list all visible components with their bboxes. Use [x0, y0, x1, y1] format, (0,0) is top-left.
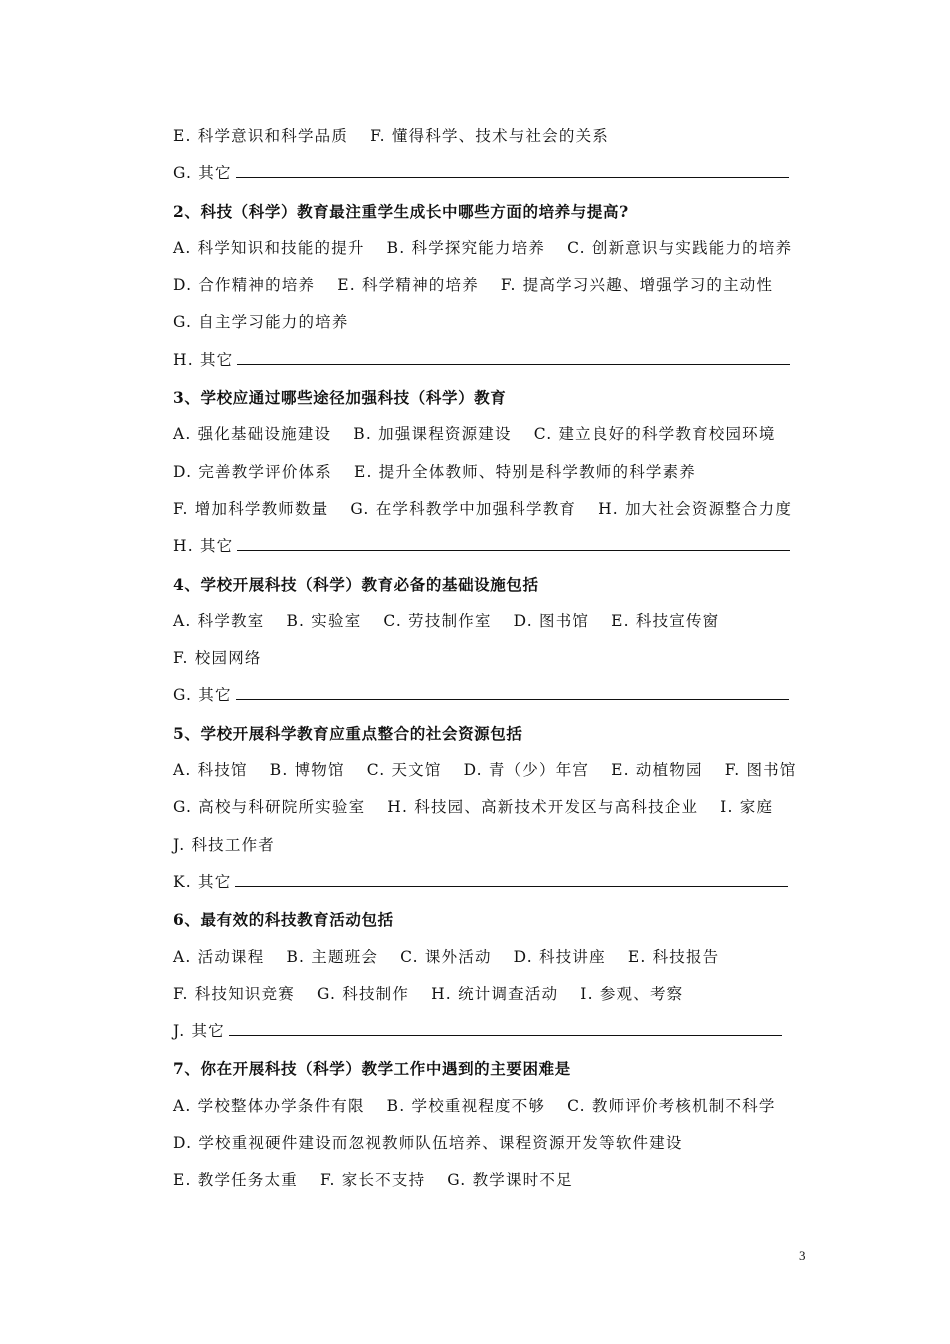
option-row: [173, 1125, 813, 1162]
answer-option[interactable]: H. 统计调查活动: [431, 984, 559, 1003]
other-option-label: K. 其它: [173, 872, 232, 891]
answer-option[interactable]: C. 天文馆: [366, 761, 442, 780]
answer-option[interactable]: B. 主题班会: [286, 947, 379, 966]
answer-option[interactable]: F. 增加科学教师数量: [173, 499, 329, 518]
answer-option[interactable]: D. 青（少）年宫: [463, 761, 590, 780]
option-row: [173, 603, 813, 640]
other-option-row: [173, 864, 813, 901]
answer-option[interactable]: E. 动植物园: [611, 761, 703, 780]
option-row: [173, 939, 813, 976]
answer-option[interactable]: B. 科学探究能力培养: [386, 238, 546, 257]
answer-option[interactable]: C. 创新意识与实践能力的培养: [567, 238, 793, 257]
option-row: [173, 752, 813, 789]
other-option-row: [173, 342, 813, 379]
answer-option[interactable]: G. 科技制作: [317, 984, 410, 1003]
option-row: [173, 1088, 813, 1125]
option-row: [173, 267, 813, 304]
question-heading: 7、你在开展科技（科学）教学工作中遇到的主要困难是: [173, 1059, 571, 1079]
question-heading: 4、学校开展科技（科学）教育必备的基础设施包括: [173, 574, 539, 594]
option-row: [173, 789, 813, 826]
answer-option[interactable]: E. 提升全体教师、特别是科学教师的科学素养: [353, 462, 697, 481]
answer-option[interactable]: G. 高校与科研院所实验室: [173, 798, 366, 817]
answer-option[interactable]: G. 自主学习能力的培养: [173, 313, 349, 332]
other-option-row: [173, 1013, 813, 1050]
answer-option[interactable]: A. 科技馆: [173, 761, 248, 780]
other-option-label: H. 其它: [173, 537, 234, 556]
answer-option[interactable]: B. 博物馆: [269, 761, 345, 780]
answer-option[interactable]: H. 加大社会资源整合力度: [598, 499, 793, 518]
answer-option[interactable]: C. 建立良好的科学教育校园环境: [533, 425, 776, 444]
answer-option[interactable]: D. 学校重视硬件建设而忽视教师队伍培养、课程资源开发等软件建设: [173, 1134, 683, 1153]
answer-option[interactable]: E. 科技宣传窗: [611, 611, 720, 630]
answer-option[interactable]: A. 科学知识和技能的提升: [173, 238, 365, 257]
question-heading: 6、最有效的科技教育活动包括: [173, 910, 394, 930]
answer-option[interactable]: A. 学校整体办学条件有限: [173, 1096, 365, 1115]
answer-option[interactable]: D. 图书馆: [513, 611, 590, 630]
answer-option[interactable]: C. 课外活动: [400, 947, 492, 966]
answer-option[interactable]: C. 劳技制作室: [383, 611, 492, 630]
answer-option[interactable]: D. 科技讲座: [513, 947, 606, 966]
option-row: [173, 304, 813, 341]
answer-option[interactable]: G. 在学科教学中加强科学教育: [350, 499, 577, 518]
other-answer-blank[interactable]: [229, 1019, 782, 1036]
other-option-row: [173, 155, 813, 192]
question-heading: 5、学校开展科学教育应重点整合的社会资源包括: [173, 723, 523, 743]
other-answer-blank[interactable]: [237, 348, 790, 365]
other-option-label: J. 其它: [173, 1022, 225, 1041]
other-answer-blank[interactable]: [236, 161, 789, 178]
option-row: [173, 230, 813, 267]
answer-option[interactable]: A. 强化基础设施建设: [173, 425, 332, 444]
questionnaire-body: [173, 118, 813, 1200]
answer-option[interactable]: E. 科学精神的培养: [337, 276, 479, 295]
other-answer-blank[interactable]: [235, 870, 788, 887]
answer-option[interactable]: E. 科技报告: [627, 947, 720, 966]
answer-option[interactable]: F. 校园网络: [173, 649, 262, 668]
other-option-label: G. 其它: [173, 164, 232, 183]
answer-option[interactable]: C. 教师评价考核机制不科学: [567, 1096, 776, 1115]
answer-option[interactable]: F. 提高学习兴趣、增强学习的主动性: [500, 276, 774, 295]
answer-option[interactable]: B. 实验室: [286, 611, 362, 630]
other-option-row: [173, 528, 813, 565]
question-heading: 2、科技（科学）教育最注重学生成长中哪些方面的培养与提高?: [173, 201, 629, 221]
option-row: [173, 491, 813, 528]
answer-option[interactable]: F. 懂得科学、技术与社会的关系: [370, 127, 609, 145]
answer-option[interactable]: E. 科学意识和科学品质: [173, 127, 349, 145]
other-option-row: [173, 677, 813, 714]
other-answer-blank[interactable]: [236, 683, 789, 700]
answer-option[interactable]: G. 教学课时不足: [447, 1171, 573, 1190]
answer-option[interactable]: A. 科学教室: [173, 611, 265, 630]
option-row: [173, 118, 813, 155]
other-answer-blank[interactable]: [237, 534, 790, 551]
option-row: [173, 454, 813, 491]
other-option-label: H. 其它: [173, 350, 234, 369]
answer-option[interactable]: A. 活动课程: [173, 947, 265, 966]
answer-option[interactable]: I. 家庭: [720, 798, 774, 817]
answer-option[interactable]: J. 科技工作者: [173, 835, 275, 854]
question-heading: 3、学校应通过哪些途径加强科技（科学）教育: [173, 388, 507, 408]
answer-option[interactable]: D. 完善教学评价体系: [173, 462, 332, 481]
answer-option[interactable]: I. 参观、考察: [580, 984, 684, 1003]
answer-option[interactable]: F. 家长不支持: [319, 1171, 426, 1190]
option-row: [173, 976, 813, 1013]
option-row: [173, 1162, 813, 1199]
answer-option[interactable]: D. 合作精神的培养: [173, 276, 316, 295]
answer-option[interactable]: E. 教学任务太重: [173, 1171, 298, 1190]
option-row: [173, 640, 813, 677]
option-row: [173, 416, 813, 453]
answer-option[interactable]: H. 科技园、高新技术开发区与高科技企业: [387, 798, 699, 817]
answer-option[interactable]: F. 科技知识竞赛: [173, 984, 295, 1003]
page-number: 3: [799, 1248, 806, 1263]
answer-option[interactable]: F. 图书馆: [724, 761, 797, 780]
answer-option[interactable]: B. 加强课程资源建设: [353, 425, 512, 444]
other-option-label: G. 其它: [173, 686, 232, 705]
answer-option[interactable]: B. 学校重视程度不够: [386, 1096, 546, 1115]
option-row: [173, 827, 813, 864]
